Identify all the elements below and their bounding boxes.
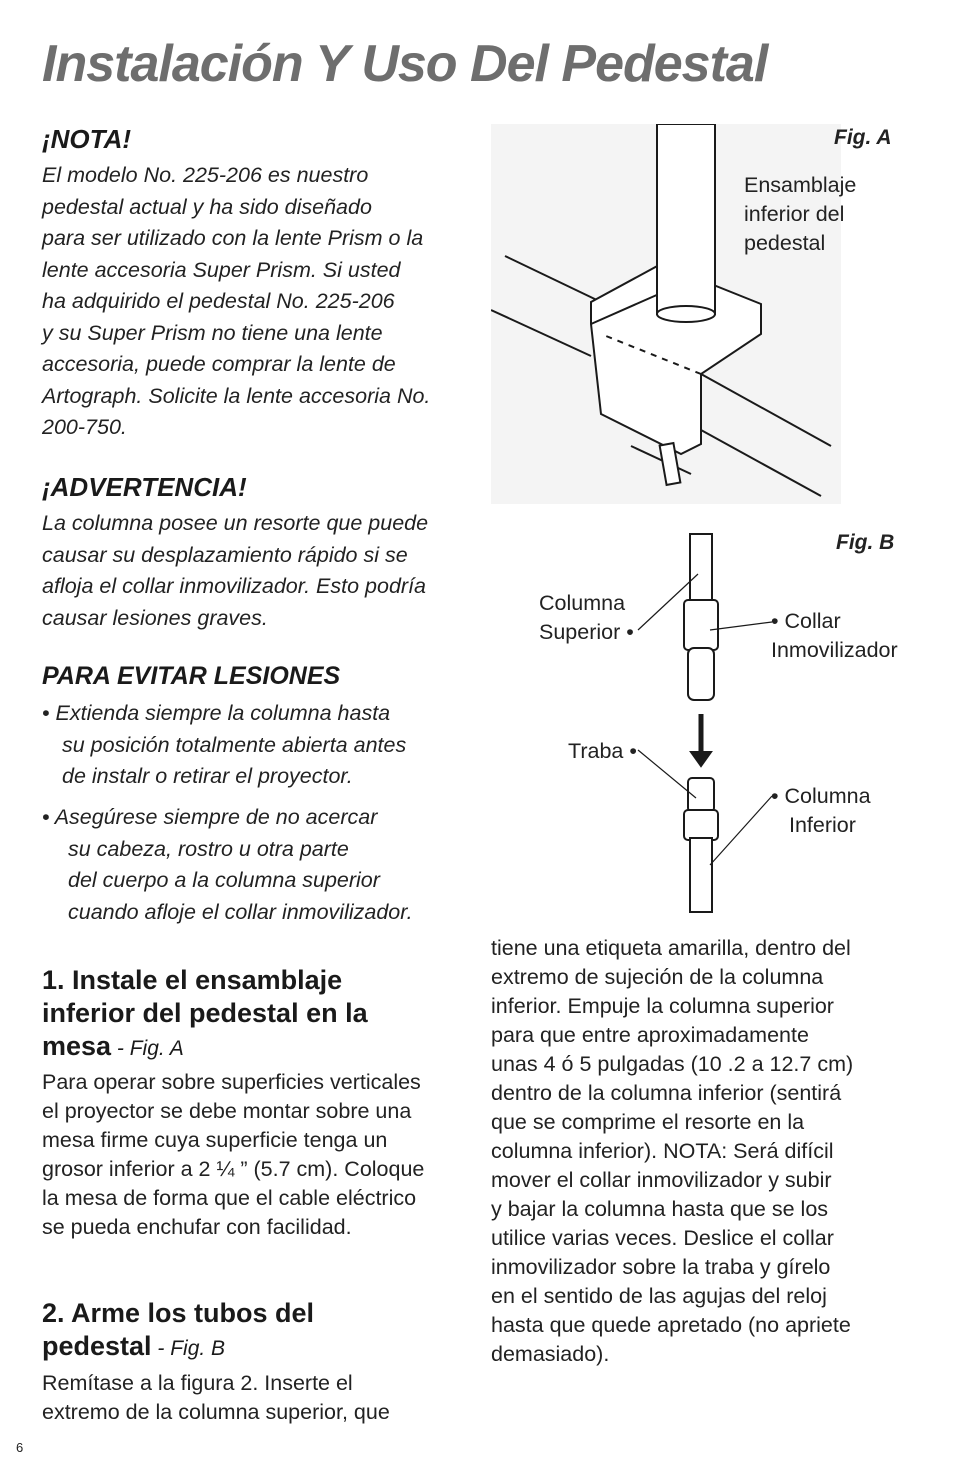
right-line: que se comprime el resorte en la xyxy=(491,1110,805,1134)
label-line: Columna xyxy=(539,591,626,615)
upper-column-end xyxy=(688,648,714,700)
bullet-line: de instalr o retirar el proyector. xyxy=(62,764,353,788)
step1-heading-line: inferior del pedestal en la xyxy=(42,998,368,1028)
upper-column xyxy=(690,534,712,604)
right-line: extremo de sujeción de la columna xyxy=(491,965,824,989)
step2-heading xyxy=(42,1297,472,1365)
right-line: inmovilizador sobre la traba y gírelo xyxy=(491,1255,831,1279)
fig-b-label: Fig. B xyxy=(836,531,895,554)
nota-line: Artograph. Solicite la lente accesoria No. xyxy=(42,383,431,408)
right-line: en el sentido de las agujas del reloj xyxy=(491,1284,827,1308)
nota-line: 200-750. xyxy=(42,415,127,439)
step1-heading xyxy=(42,964,472,1065)
label-columna-superior xyxy=(539,589,634,647)
page-number: 6 xyxy=(16,1440,24,1455)
bullet-line: su cabeza, rostro u otra parte xyxy=(68,836,349,861)
step2-body xyxy=(42,1369,472,1427)
evitar-heading: PARA EVITAR LESIONES xyxy=(42,662,341,690)
step1-line: mesa firme cuya superficie tenga un xyxy=(42,1128,388,1152)
step1-line: se pueda enchufar con facilidad. xyxy=(42,1215,352,1239)
fig-a-caption-line: inferior del xyxy=(744,202,845,226)
step2-fig-ref: - Fig. B xyxy=(151,1337,226,1360)
nota-line: pedestal actual y ha sido diseñado xyxy=(42,194,372,219)
page-title: Instalación Y Uso Del Pedestal xyxy=(42,35,768,93)
label-traba: Traba • xyxy=(568,739,637,763)
advertencia-line: afloja el collar inmovilizador. Esto podría xyxy=(42,574,426,598)
advertencia-line: causar lesiones graves. xyxy=(42,605,268,630)
step1-line: grosor inferior a 2 ¼ ” (5.7 cm). Coloque xyxy=(42,1157,425,1181)
step1-line: el proyector se debe montar sobre una xyxy=(42,1099,412,1123)
bullet-line: cuando afloje el collar inmovilizador. xyxy=(68,899,413,924)
bullet-line: • Extienda siempre la columna hasta xyxy=(42,701,391,725)
label-line: • Columna xyxy=(771,784,871,808)
advertencia-text xyxy=(42,508,482,634)
nota-line: El modelo No. 225-206 es nuestro xyxy=(42,163,369,187)
right-line: hasta que quede apretado (no apriete xyxy=(491,1313,851,1337)
right-line: dentro de la columna inferior (sentirá xyxy=(491,1081,842,1105)
step1-heading-line: 1. Instale el ensamblaje xyxy=(42,965,343,995)
step1-line: Para operar sobre superficies verticales xyxy=(42,1070,421,1094)
right-line: demasiado). xyxy=(491,1342,610,1366)
lower-collar xyxy=(684,810,718,840)
right-column-body xyxy=(491,934,921,1369)
right-line: unas 4 ó 5 pulgadas (10 .2 a 12.7 cm) xyxy=(491,1052,854,1076)
step2-line: Remítase a la figura 2. Inserte el xyxy=(42,1371,353,1395)
label-collar-inmovilizador xyxy=(771,607,898,665)
step1-heading-last: mesa xyxy=(42,1031,112,1061)
evitar-bullet-1 xyxy=(42,698,482,793)
down-arrow-icon xyxy=(691,752,711,766)
right-line: tiene una etiqueta amarilla, dentro del xyxy=(491,936,851,960)
right-line: para que entre aproximadamente xyxy=(491,1023,809,1047)
right-line: inferior. Empuje la columna superior xyxy=(491,994,834,1018)
advertencia-line: causar su desplazamiento rápido si se xyxy=(42,542,408,567)
right-line: mover el collar inmovilizador y subir xyxy=(491,1168,832,1192)
advertencia-heading: ¡ADVERTENCIA! xyxy=(42,472,247,502)
advertencia-line: La columna posee un resorte que puede xyxy=(42,511,429,535)
right-line: columna inferior). NOTA: Será difícil xyxy=(491,1139,834,1163)
step2-heading-line: 2. Arme los tubos del xyxy=(42,1298,315,1328)
fig-a-caption-line: Ensamblaje xyxy=(744,173,857,197)
label-line: Superior • xyxy=(539,620,634,644)
step1-line: la mesa de forma que el cable eléctrico xyxy=(42,1186,417,1210)
step1-fig-ref: - Fig. A xyxy=(111,1037,184,1060)
label-line: Inmovilizador xyxy=(771,638,898,662)
nota-line: lente accesoria Super Prism. Si usted xyxy=(42,257,401,282)
nota-line: para ser utilizado con la lente Prism o la xyxy=(42,226,424,250)
step1-body xyxy=(42,1068,472,1242)
step2-heading-last: pedestal xyxy=(42,1331,152,1361)
nota-text xyxy=(42,160,482,444)
nota-line: accesoria, puede comprar la lente de xyxy=(42,352,396,376)
bullet-line: del cuerpo a la columna superior xyxy=(68,868,380,892)
fig-a-caption-line: pedestal xyxy=(744,231,826,255)
right-line: y bajar la columna hasta que se los xyxy=(491,1197,829,1221)
figure-b-illustration xyxy=(560,530,820,915)
nota-line: ha adquirido el pedestal No. 225-206 xyxy=(42,289,395,313)
lower-column xyxy=(690,838,712,912)
label-line: Inferior xyxy=(789,813,856,837)
bullet-line: su posición totalmente abierta antes xyxy=(62,732,407,757)
pedestal-column xyxy=(657,124,715,322)
step2-line: extremo de la columna superior, que xyxy=(42,1400,390,1424)
label-columna-inferior xyxy=(771,782,871,840)
nota-line: y su Super Prism no tiene una lente xyxy=(42,320,383,345)
label-line: • Collar xyxy=(771,609,841,633)
locking-collar xyxy=(684,600,718,650)
nota-heading: ¡NOTA! xyxy=(42,124,132,154)
evitar-bullet-2 xyxy=(42,802,482,928)
fig-a-caption xyxy=(744,171,856,258)
bullet-line: • Asegúrese siempre de no acercar xyxy=(42,805,378,829)
right-line: utilice varias veces. Deslice el collar xyxy=(491,1226,834,1250)
fig-a-label: Fig. A xyxy=(834,126,892,149)
